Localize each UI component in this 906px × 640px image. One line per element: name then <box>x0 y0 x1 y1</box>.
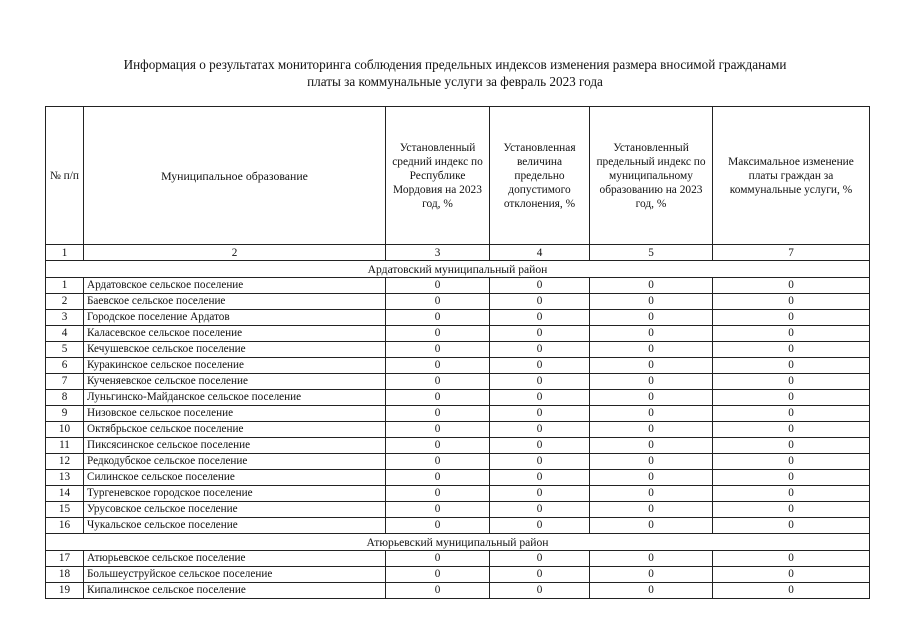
max-change-value: 0 <box>713 294 870 310</box>
title-line-1: Информация о результатах мониторинга соблюдения предельных индексов изменения размера вносимой гражданами <box>123 57 787 72</box>
table-row <box>46 567 870 583</box>
row-number: 13 <box>46 470 84 486</box>
avg-index-value: 0 <box>386 438 490 454</box>
max-change-value: 0 <box>713 310 870 326</box>
limit-index-value: 0 <box>590 502 713 518</box>
row-number: 6 <box>46 358 84 374</box>
max-change-value: 0 <box>713 567 870 583</box>
municipality-name: Большеуструйское сельское поселение <box>84 567 386 583</box>
avg-index-value: 0 <box>386 486 490 502</box>
municipality-name: Городское поселение Ардатов <box>84 310 386 326</box>
deviation-value: 0 <box>490 358 590 374</box>
deviation-value: 0 <box>490 342 590 358</box>
header-limit-index: Установленный предельный индекс по муниципальному образованию на 2023 год, % <box>590 107 713 245</box>
header-max-change: Максимальное изменение платы граждан за коммунальные услуги, % <box>713 107 870 245</box>
limit-index-value: 0 <box>590 518 713 534</box>
avg-index-value: 0 <box>386 326 490 342</box>
limit-index-value: 0 <box>590 326 713 342</box>
limit-index-value: 0 <box>590 294 713 310</box>
table-row <box>46 374 870 390</box>
row-number: 19 <box>46 583 84 599</box>
deviation-value: 0 <box>490 438 590 454</box>
deviation-value: 0 <box>490 374 590 390</box>
column-number: 4 <box>490 245 590 261</box>
municipality-name: Луньгинско-Майданское сельское поселение <box>84 390 386 406</box>
municipality-name: Тургеневское городское поселение <box>84 486 386 502</box>
table-row <box>46 406 870 422</box>
municipality-name: Силинское сельское поселение <box>84 470 386 486</box>
column-number: 7 <box>713 245 870 261</box>
avg-index-value: 0 <box>386 567 490 583</box>
row-number: 7 <box>46 374 84 390</box>
deviation-value: 0 <box>490 567 590 583</box>
avg-index-value: 0 <box>386 310 490 326</box>
limit-index-value: 0 <box>590 486 713 502</box>
deviation-value: 0 <box>490 390 590 406</box>
column-number: 2 <box>84 245 386 261</box>
limit-index-value: 0 <box>590 470 713 486</box>
deviation-value: 0 <box>490 326 590 342</box>
limit-index-value: 0 <box>590 454 713 470</box>
max-change-value: 0 <box>713 438 870 454</box>
max-change-value: 0 <box>713 551 870 567</box>
table-row <box>46 342 870 358</box>
municipality-name: Октябрьское сельское поселение <box>84 422 386 438</box>
title-line-2: платы за коммунальные услуги за февраль 2023 года <box>307 74 603 89</box>
avg-index-value: 0 <box>386 358 490 374</box>
limit-index-value: 0 <box>590 310 713 326</box>
municipality-name: Куракинское сельское поселение <box>84 358 386 374</box>
max-change-value: 0 <box>713 342 870 358</box>
max-change-value: 0 <box>713 486 870 502</box>
municipality-name: Атюрьевское сельское поселение <box>84 551 386 567</box>
avg-index-value: 0 <box>386 454 490 470</box>
municipality-name: Низовское сельское поселение <box>84 406 386 422</box>
column-number: 5 <box>590 245 713 261</box>
table-row <box>46 583 870 599</box>
header-deviation: Установленная величина предельно допустимого отклонения, % <box>490 107 590 245</box>
max-change-value: 0 <box>713 406 870 422</box>
avg-index-value: 0 <box>386 406 490 422</box>
municipality-name: Каласевское сельское поселение <box>84 326 386 342</box>
max-change-value: 0 <box>713 374 870 390</box>
district-name: Атюрьевский муниципальный район <box>46 534 870 551</box>
column-number: 3 <box>386 245 490 261</box>
deviation-value: 0 <box>490 583 590 599</box>
header-row <box>46 107 870 245</box>
row-number: 15 <box>46 502 84 518</box>
avg-index-value: 0 <box>386 518 490 534</box>
table-row <box>46 278 870 294</box>
limit-index-value: 0 <box>590 342 713 358</box>
municipality-name: Пиксясинское сельское поселение <box>84 438 386 454</box>
table-row <box>46 551 870 567</box>
table-body <box>46 245 870 599</box>
max-change-value: 0 <box>713 583 870 599</box>
row-number: 1 <box>46 278 84 294</box>
avg-index-value: 0 <box>386 470 490 486</box>
deviation-value: 0 <box>490 310 590 326</box>
row-number: 14 <box>46 486 84 502</box>
row-number: 8 <box>46 390 84 406</box>
max-change-value: 0 <box>713 326 870 342</box>
avg-index-value: 0 <box>386 374 490 390</box>
max-change-value: 0 <box>713 422 870 438</box>
table-row <box>46 390 870 406</box>
deviation-value: 0 <box>490 551 590 567</box>
limit-index-value: 0 <box>590 406 713 422</box>
limit-index-value: 0 <box>590 583 713 599</box>
limit-index-value: 0 <box>590 422 713 438</box>
municipality-name: Баевское сельское поселение <box>84 294 386 310</box>
max-change-value: 0 <box>713 518 870 534</box>
avg-index-value: 0 <box>386 422 490 438</box>
district-row <box>46 534 870 551</box>
row-number: 9 <box>46 406 84 422</box>
max-change-value: 0 <box>713 390 870 406</box>
avg-index-value: 0 <box>386 294 490 310</box>
table-row <box>46 486 870 502</box>
table-row <box>46 454 870 470</box>
limit-index-value: 0 <box>590 278 713 294</box>
max-change-value: 0 <box>713 358 870 374</box>
header-municipality: Муниципальное образование <box>84 107 386 245</box>
avg-index-value: 0 <box>386 342 490 358</box>
row-number: 4 <box>46 326 84 342</box>
municipality-name: Урусовское сельское поселение <box>84 502 386 518</box>
district-name: Ардатовский муниципальный район <box>46 261 870 278</box>
table-row <box>46 358 870 374</box>
table-row <box>46 422 870 438</box>
avg-index-value: 0 <box>386 278 490 294</box>
table-row <box>46 502 870 518</box>
municipality-name: Кечушевское сельское поселение <box>84 342 386 358</box>
header-num: № п/п <box>46 107 84 245</box>
deviation-value: 0 <box>490 294 590 310</box>
limit-index-value: 0 <box>590 567 713 583</box>
avg-index-value: 0 <box>386 551 490 567</box>
document-title <box>60 56 850 90</box>
limit-index-value: 0 <box>590 438 713 454</box>
deviation-value: 0 <box>490 278 590 294</box>
deviation-value: 0 <box>490 454 590 470</box>
municipality-name: Кипалинское сельское поселение <box>84 583 386 599</box>
row-number: 11 <box>46 438 84 454</box>
municipality-name: Кученяевское сельское поселение <box>84 374 386 390</box>
limit-index-value: 0 <box>590 358 713 374</box>
deviation-value: 0 <box>490 502 590 518</box>
row-number: 3 <box>46 310 84 326</box>
deviation-value: 0 <box>490 470 590 486</box>
deviation-value: 0 <box>490 406 590 422</box>
avg-index-value: 0 <box>386 502 490 518</box>
column-number-row <box>46 245 870 261</box>
avg-index-value: 0 <box>386 390 490 406</box>
municipality-name: Редкодубское сельское поселение <box>84 454 386 470</box>
table-row <box>46 310 870 326</box>
municipality-name: Ардатовское сельское поселение <box>84 278 386 294</box>
row-number: 12 <box>46 454 84 470</box>
municipality-name: Чукальское сельское поселение <box>84 518 386 534</box>
table-row <box>46 470 870 486</box>
row-number: 5 <box>46 342 84 358</box>
row-number: 16 <box>46 518 84 534</box>
deviation-value: 0 <box>490 486 590 502</box>
table-row <box>46 294 870 310</box>
column-number: 1 <box>46 245 84 261</box>
row-number: 18 <box>46 567 84 583</box>
deviation-value: 0 <box>490 518 590 534</box>
district-row <box>46 261 870 278</box>
limit-index-value: 0 <box>590 551 713 567</box>
row-number: 17 <box>46 551 84 567</box>
table-row <box>46 326 870 342</box>
limit-index-value: 0 <box>590 374 713 390</box>
monitoring-table <box>45 106 870 599</box>
max-change-value: 0 <box>713 454 870 470</box>
deviation-value: 0 <box>490 422 590 438</box>
row-number: 2 <box>46 294 84 310</box>
max-change-value: 0 <box>713 278 870 294</box>
row-number: 10 <box>46 422 84 438</box>
table-row <box>46 438 870 454</box>
limit-index-value: 0 <box>590 390 713 406</box>
avg-index-value: 0 <box>386 583 490 599</box>
max-change-value: 0 <box>713 470 870 486</box>
max-change-value: 0 <box>713 502 870 518</box>
table-row <box>46 518 870 534</box>
header-avg-index: Установленный средний индекс по Республике Мордовия на 2023 год, % <box>386 107 490 245</box>
